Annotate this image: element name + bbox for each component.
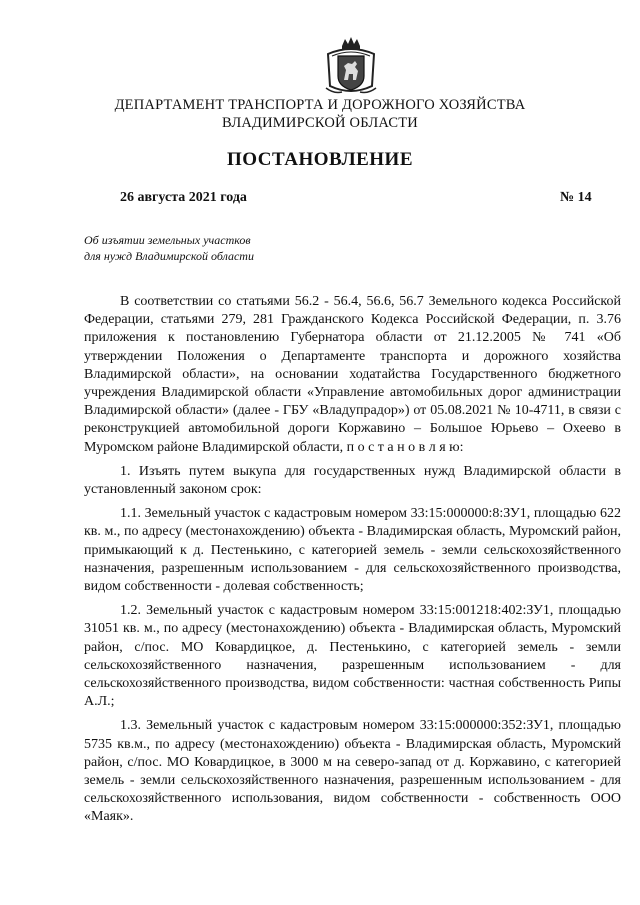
clause-1-2: 1.2. Земельный участок с кадастровым номером 33:15:001218:402:ЗУ1, площадью 31051 кв. м., по адресу (местонахождению) объекта - Владимирская область, Муромский район, с/пос. МО Ковардицкое, д. Пестенькино, с категорией земель - земли сельскохозяйственного назначения, разрешенным использованием - для сельскохозяйственного производства, видом собственности: частная собственность Рипы А.Л.;	[84, 603, 621, 710]
document-subject	[84, 232, 254, 264]
preamble-paragraph: В соответствии со статьями 56.2 - 56.4, 56.6, 56.7 Земельного кодекса Российской Федерации, статьями 279, 281 Гражданского Кодекса Российской Федерации, п. 3.76 приложения к постановлению Губернатора области от 21.12.2005 № 741 «Об утверждении Положения о Департаменте транспорта и дорожного хозяйства Владимирской области», на основании ходатайства Государственного бюджетного учреждения Владимирской области «Управление автомобильных дорог администрации Владимирской области» (далее - ГБУ «Владупрадор») от 05.08.2021 № 10-4711, в связи с реконструкцией автомобильной дороги Коржавино – Большое Юрьево – Охеево в Муромском районе Владимирской области, п о с т а н о в л я ю:	[84, 294, 621, 455]
clause-1: 1. Изъять путем выкупа для государственных нужд Владимирской области в установленный законом срок:	[84, 463, 621, 498]
department-name-line2: ВЛАДИМИРСКОЙ ОБЛАСТИ	[222, 115, 418, 131]
document-number: № 14	[560, 190, 592, 205]
coat-of-arms-icon	[322, 36, 380, 98]
subject-line2: для нужд Владимирской области	[84, 249, 254, 263]
subject-line1: Об изъятии земельных участков	[84, 233, 251, 247]
clause-1-3: 1.3. Земельный участок с кадастровым номером 33:15:000000:352:ЗУ1, площадью 5735 кв.м., по адресу (местонахождению) объекта - Владимирская область, Муромский район, с/пос. МО Ковардицкое, в 3000 м на северо-запад от д. Коржавино, с категорией земель - земли сельскохозяйственного назначения, разрешенным использованием - для сельскохозяйственного использования, видом собственности - собственность ООО «Маяк».	[84, 718, 621, 825]
document-date: 26 августа 2021 года	[120, 190, 247, 205]
department-name-line1: ДЕПАРТАМЕНТ ТРАНСПОРТА И ДОРОЖНОГО ХОЗЯЙСТВА	[114, 97, 526, 113]
clause-1-1: 1.1. Земельный участок с кадастровым номером 33:15:000000:8:ЗУ1, площадью 622 кв. м., по адресу (местонахождению) объекта - Владимирская область, Муромский район, примыкающий к д. Пестенькино, с категорией земель - земли сельскохозяйственного назначения, разрешенным использованием - для сельскохозяйственного производства, видом собственности - долевая собственность;	[84, 506, 621, 595]
document-body	[84, 293, 621, 833]
document-type-title: ПОСТАНОВЛЕНИЕ	[226, 149, 414, 170]
